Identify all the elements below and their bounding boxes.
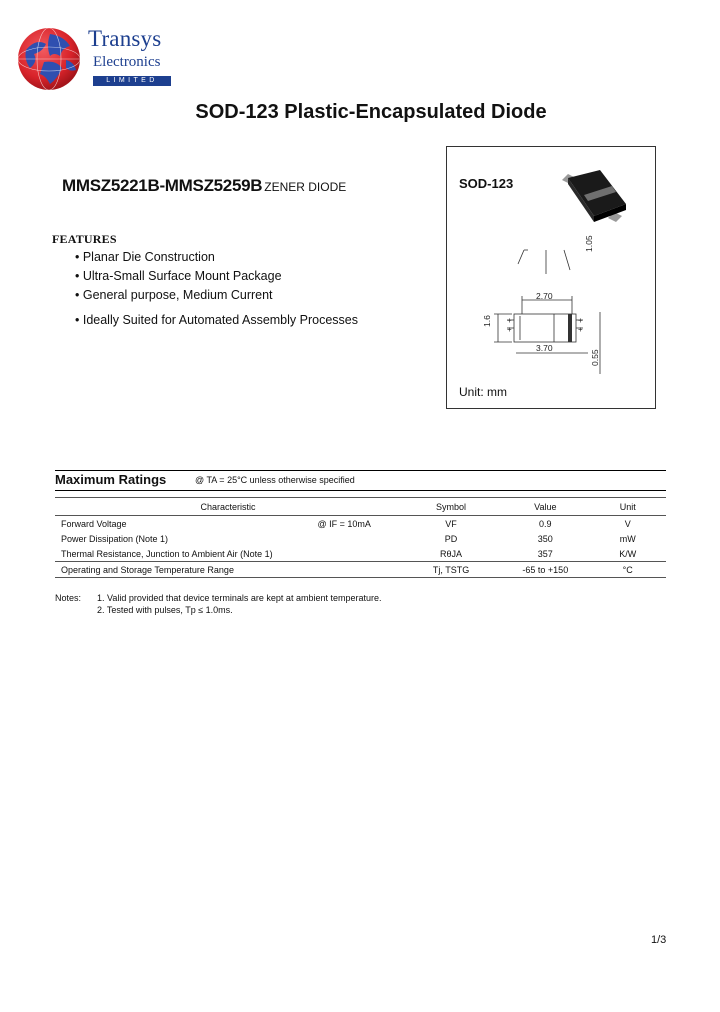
ratings-condition: @ TA = 25°C unless otherwise specified [195,475,355,485]
section-rule [55,470,666,471]
cell-unit: K/W [619,548,637,559]
svg-text:+: + [507,316,512,325]
ratings-title: Maximum Ratings [55,472,167,487]
cell-symbol: Tj, TSTG [401,562,501,578]
note-item: 2. Tested with pulses, Tp ≤ 1.0ms. [97,605,233,615]
globe-logo-icon [16,26,82,92]
unit-label: Unit: mm [459,385,507,399]
cell-symbol: RθJA [440,548,463,559]
svg-text:+: + [578,325,583,334]
cell-value: 357 [537,548,553,559]
features-title: FEATURES [52,232,117,246]
package-name: SOD-123 [459,176,514,191]
table-row [55,546,666,562]
brand-subname: Electronics [93,54,161,70]
part-heading [62,176,346,196]
brand-name: Transys [88,26,162,51]
svg-text:+: + [578,316,583,325]
cell-unit: V [624,518,631,529]
cell-symbol: PD [444,533,458,544]
cell-characteristic: Operating and Storage Temperature Range [55,562,401,578]
cell-characteristic: Thermal Resistance, Junction to Ambient Air (Note 1) [61,548,273,559]
feature-item: • Ultra-Small Surface Mount Package [75,269,282,283]
table-row [55,531,666,546]
header-characteristic: Characteristic [55,498,401,516]
table-row [55,562,666,578]
dimension-label: 2.70 [536,291,553,301]
note-item: 1. Valid provided that device terminals are kept at ambient temperature. [97,593,382,603]
cell-condition: @ IF = 10mA [317,518,371,529]
feature-item: • Planar Die Construction [75,250,215,264]
page-number: 1/3 [651,934,667,946]
cell-characteristic: Power Dissipation (Note 1) [61,533,169,544]
notes-block [55,592,555,622]
package-dimension-drawing [450,236,650,376]
feature-item: • General purpose, Medium Current [75,288,273,302]
document-title: SOD-123 Plastic-Encapsulated Diode [195,101,547,123]
header-symbol: Symbol [401,498,501,516]
feature-item: • Ideally Suited for Automated Assembly Processes [75,313,358,327]
cell-value: -65 to +150 [501,562,589,578]
package-photo-icon [556,164,632,234]
ratings-table [55,497,666,578]
header-unit: Unit [589,498,666,516]
part-number: MMSZ5221B-MMSZ5259B [62,176,263,195]
cell-symbol: VF [445,518,457,529]
dimension-label: 3.70 [536,343,553,353]
brand-limited: LIMITED [93,76,171,86]
part-type: ZENER DIODE [264,180,347,194]
cell-unit: °C [589,562,666,578]
cell-value: 0.9 [539,518,552,529]
cell-condition [317,531,400,546]
dimension-label: 1.05 [584,235,594,252]
notes-label: Notes: [55,593,82,603]
cell-characteristic: Forward Voltage [61,518,127,529]
dimension-label: 1.6 [482,315,492,327]
cell-value: 350 [537,533,553,544]
dimension-label: 0.55 [590,349,600,366]
table-header-row [55,498,666,516]
section-rule [55,490,666,491]
svg-text:+: + [507,325,512,334]
cell-unit: mW [619,533,636,544]
header-value: Value [501,498,589,516]
table-row [55,516,666,532]
